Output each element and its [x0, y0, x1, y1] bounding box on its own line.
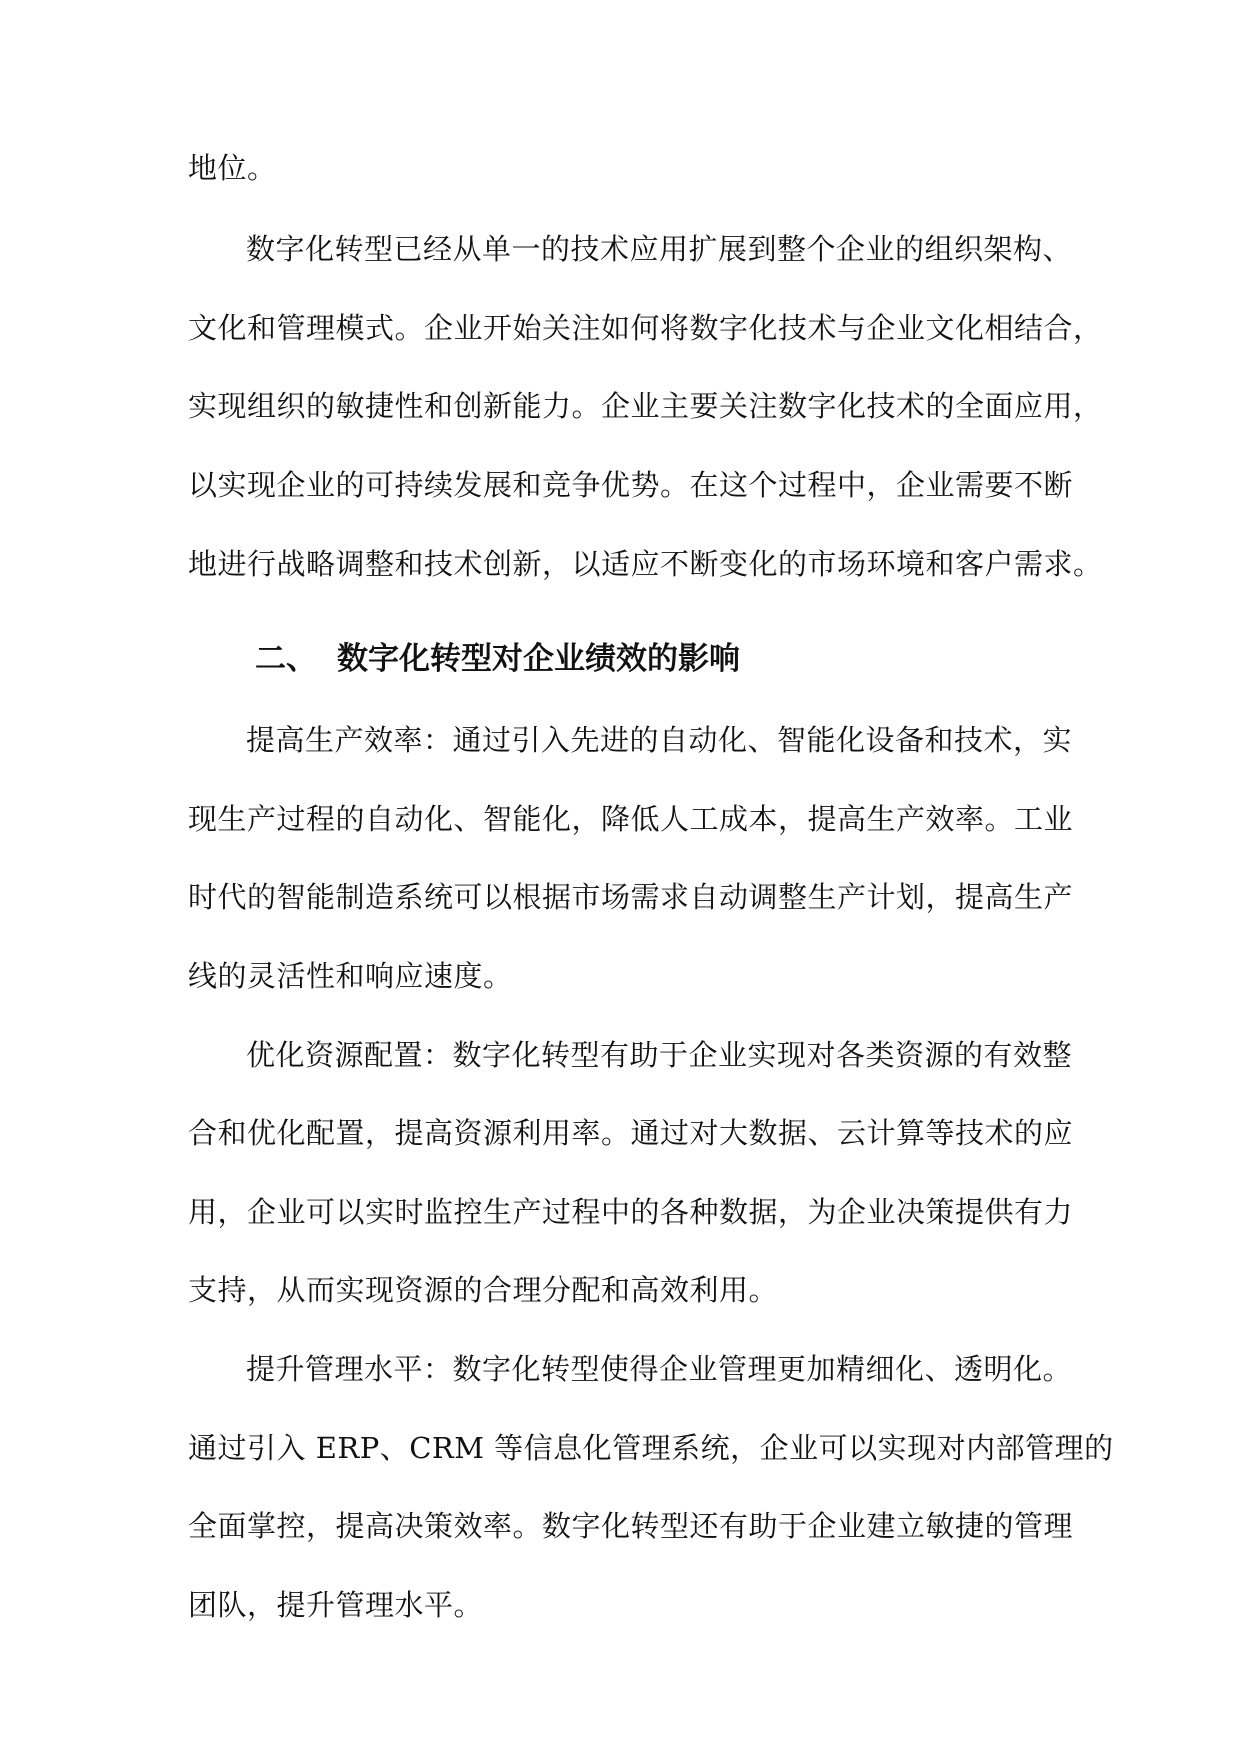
paragraph-line: 线的灵活性和响应速度。 — [188, 959, 513, 993]
paragraph-line: 提高生产效率：通过引入先进的自动化、智能化设备和技术，实 — [246, 723, 1073, 757]
paragraph-line: 地位。 — [188, 151, 277, 185]
paragraph-line: 提升管理水平：数字化转型使得企业管理更加精细化、透明化。 — [246, 1352, 1073, 1386]
paragraph-line: 以实现企业的可持续发展和竞争优势。在这个过程中，企业需要不断 — [188, 468, 1074, 502]
paragraph-line: 用，企业可以实时监控生产过程中的各种数据，为企业决策提供有力 — [188, 1195, 1074, 1229]
section-title: 数字化转型对企业绩效的影响 — [337, 641, 740, 677]
paragraph-line: 全面掌控，提高决策效率。数字化转型还有助于企业建立敏捷的管理 — [188, 1509, 1074, 1543]
paragraph-line: 通过引入 ERP、CRM 等信息化管理系统，企业可以实现对内部管理的 — [188, 1431, 1114, 1465]
paragraph-line: 实现组织的敏捷性和创新能力。企业主要关注数字化技术的全面应用， — [188, 389, 1103, 423]
paragraph-line: 数字化转型已经从单一的技术应用扩展到整个企业的组织架构、 — [246, 232, 1073, 266]
paragraph-line: 团队，提升管理水平。 — [188, 1588, 484, 1622]
paragraph-line: 文化和管理模式。企业开始关注如何将数字化技术与企业文化相结合， — [188, 311, 1103, 345]
paragraph-line: 合和优化配置，提高资源利用率。通过对大数据、云计算等技术的应 — [188, 1116, 1074, 1150]
paragraph-line: 支持，从而实现资源的合理分配和高效利用。 — [188, 1273, 779, 1307]
paragraph-line: 现生产过程的自动化、智能化，降低人工成本，提高生产效率。工业 — [188, 802, 1074, 836]
paragraph-line: 地进行战略调整和技术创新，以适应不断变化的市场环境和客户需求。 — [188, 547, 1103, 581]
section-number: 二、 — [255, 641, 317, 677]
paragraph-line: 优化资源配置：数字化转型有助于企业实现对各类资源的有效整 — [246, 1038, 1073, 1072]
section-heading — [255, 639, 740, 679]
paragraph-line: 时代的智能制造系统可以根据市场需求自动调整生产计划，提高生产 — [188, 880, 1074, 914]
